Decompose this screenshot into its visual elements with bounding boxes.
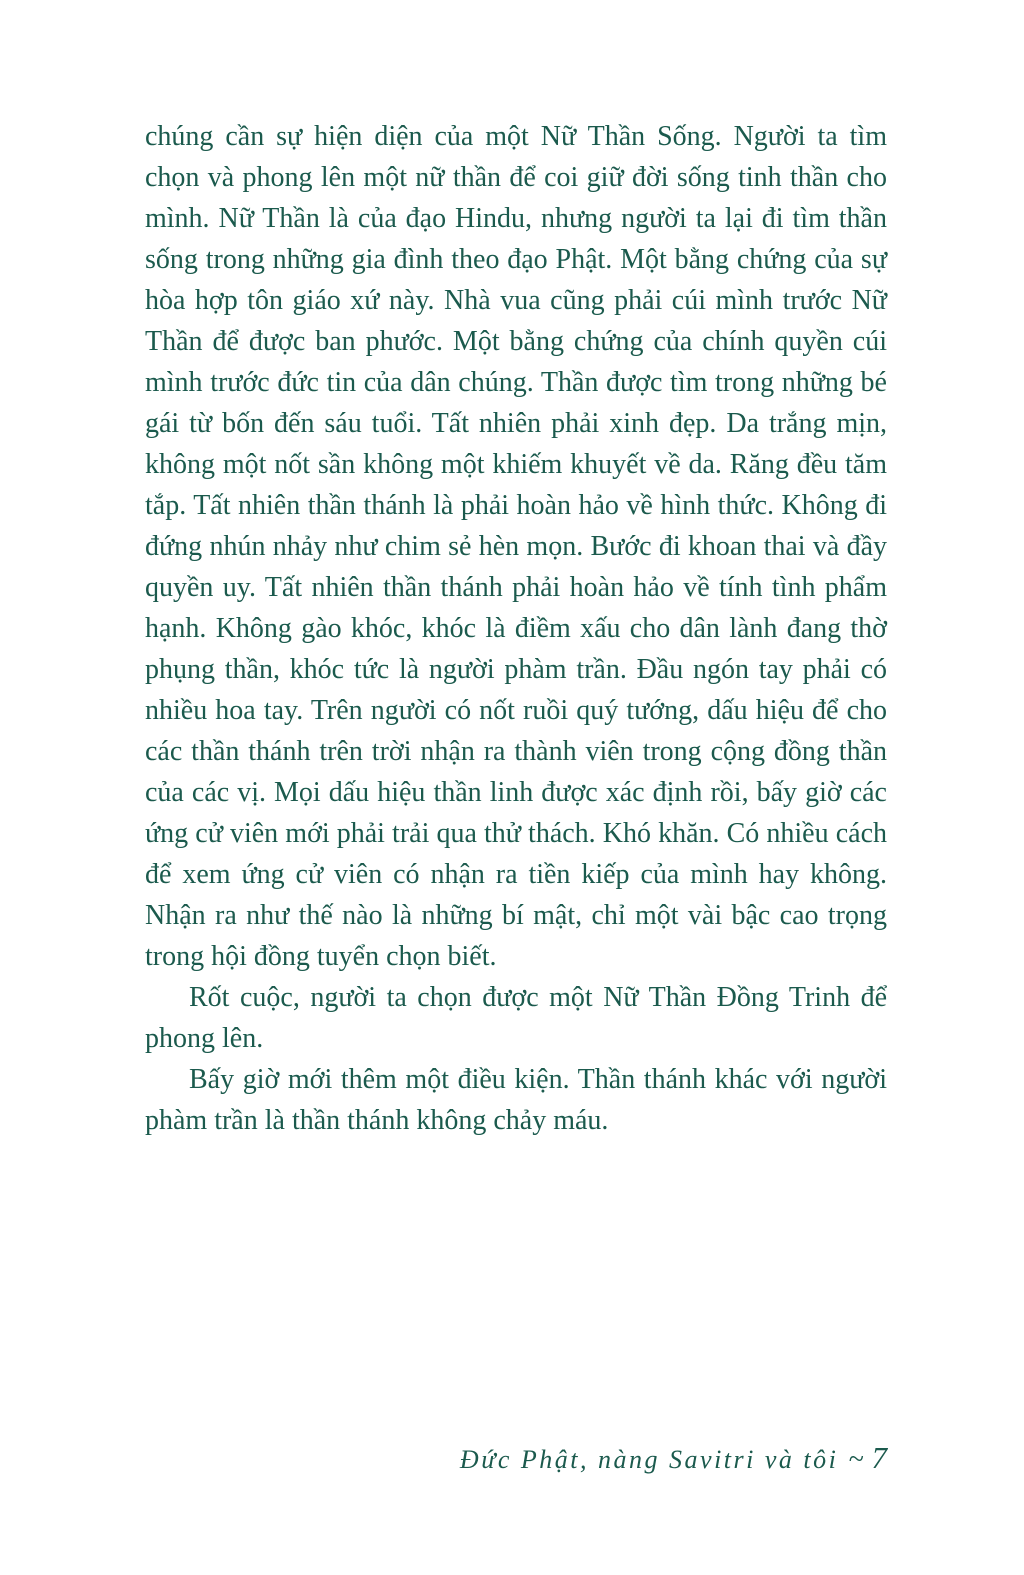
footer-separator: ~ [848, 1444, 864, 1475]
paragraph: Rốt cuộc, người ta chọn được một Nữ Thần Đồng Trinh để phong lên. [145, 982, 887, 1054]
page-footer [145, 1440, 887, 1476]
book-page [145, 116, 887, 1141]
paragraph: Bấy giờ mới thêm một điều kiện. Thần thánh khác với người phàm trần là thần thánh không chảy máu. [145, 1064, 887, 1136]
body-text [145, 116, 887, 1141]
running-title: Đức Phật, nàng Savitri và tôi [459, 1445, 839, 1474]
paragraph: chúng cần sự hiện diện của một Nữ Thần Sống. Người ta tìm chọn và phong lên một nữ thần để coi giữ đời sống tinh thần cho mình. Nữ Thần là của đạo Hindu, nhưng người ta lại đi tìm thần sống trong những gia đình theo đạo Phật. Một bằng chứng của sự hòa hợp tôn giáo xứ này. Nhà vua cũng phải cúi mình trước Nữ Thần để được ban phước. Một bằng chứng của chính quyền cúi mình trước đức tin của dân chúng. Thần được tìm trong những bé gái từ bốn đến sáu tuổi. Tất nhiên phải xinh đẹp. Da trắng mịn, không một nốt sần không một khiếm khuyết về da. Răng đều tăm tắp. Tất nhiên thần thánh là phải hoàn hảo về hình thức. Không đi đứng nhún nhảy như chim sẻ hèn mọn. Bước đi khoan thai và đầy quyền uy. Tất nhiên thần thánh phải hoàn hảo về tính tình phẩm hạnh. Không gào khóc, khóc là điềm xấu cho dân lành đang thờ phụng thần, khóc tức là người phàm trần. Đầu ngón tay phải có nhiều hoa tay. Trên người có nốt ruồi quý tướng, dấu hiệu để cho các thần thánh trên trời nhận ra thành viên trong cộng đồng thần của các vị. Mọi dấu hiệu thần linh được xác định rồi, bấy giờ các ứng cử viên mới phải trải qua thử thách. Khó khăn. Có nhiều cách để xem ứng cử viên có nhận ra tiền kiếp của mình hay không. Nhận ra như thế nào là những bí mật, chỉ một vài bậc cao trọng trong hội đồng tuyển chọn biết. [145, 121, 887, 972]
page-number: 7 [871, 1440, 887, 1475]
